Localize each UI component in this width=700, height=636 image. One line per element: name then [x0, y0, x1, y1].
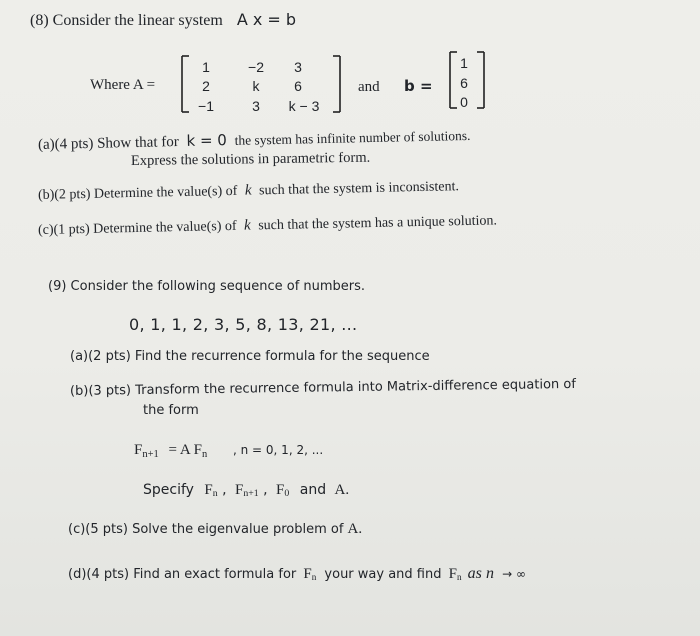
matrix-A-cell: 6	[294, 78, 302, 94]
q8-part-c-k: k	[243, 217, 251, 234]
q8-heading-line	[30, 12, 296, 29]
specify-f0: F	[276, 482, 285, 498]
q9-part-d-prefix: (d)(4 pts) Find an exact formula for	[68, 567, 297, 582]
matrix-A-cell: 2	[202, 78, 210, 94]
q8-part-a-line2: Express the solutions in parametric form.	[130, 149, 371, 169]
q9-part-c-prefix: (c)(5 pts) Solve the eigenvalue problem of	[68, 522, 344, 537]
q9-part-d-F-sub: n	[311, 572, 317, 583]
formula-eq: = A F	[168, 442, 202, 458]
q9-sequence: 0, 1, 1, 2, 3, 5, 8, 13, 21, ...	[129, 315, 358, 334]
q9-part-c-A: A.	[347, 521, 363, 537]
matrix-A-cell: −2	[248, 59, 264, 75]
specify-f0-sub: 0	[284, 488, 290, 500]
q8-part-b	[38, 179, 459, 203]
where-label: Where A =	[90, 77, 156, 93]
q9-part-d	[68, 566, 526, 582]
formula-eq-sub: n	[202, 448, 208, 460]
q8-heading: (8) Consider the linear system	[30, 12, 223, 29]
specify-label: Specify	[143, 482, 194, 498]
vector-b-cell: 6	[460, 75, 468, 91]
q8-equation: A x = b	[236, 10, 297, 29]
q9-part-d-mid: your way and find	[324, 567, 442, 582]
matrix-A-cell: 3	[252, 98, 260, 114]
q9-heading: (9) Consider the following sequence of numbers.	[48, 279, 366, 294]
q9-part-c	[68, 522, 362, 537]
matrix-A-cell: 3	[294, 59, 302, 75]
q8-part-a-prefix: (a)(4 pts) Show that for	[37, 134, 179, 153]
matrix-A-right-bracket	[330, 54, 344, 114]
matrix-A-cell: 1	[202, 59, 210, 75]
q9-part-b-line2: the form	[143, 403, 199, 418]
q8-part-c-prefix: (c)(1 pts) Determine the value(s) of	[37, 218, 237, 238]
vector-b-right-bracket	[474, 50, 488, 110]
specify-f1: F	[235, 482, 244, 498]
specify-and: and	[299, 482, 327, 498]
formula-range: , n = 0, 1, 2, ...	[233, 443, 324, 457]
q9-part-d-F2-sub: n	[456, 572, 462, 583]
specify-f: F	[204, 482, 213, 498]
vector-b-cell: 0	[460, 94, 468, 110]
q8-part-a	[38, 128, 471, 153]
q9-part-d-F2: F	[448, 566, 457, 582]
matrix-difference-formula	[134, 443, 323, 458]
and-label: and	[358, 79, 380, 95]
q8-part-b-k: k	[244, 182, 252, 199]
q8-part-c	[38, 213, 497, 238]
matrix-A-cell: k	[252, 78, 260, 94]
vector-b-cell: 1	[460, 55, 468, 71]
q9-part-a: (a)(2 pts) Find the recurrence formula for the sequence	[70, 349, 430, 364]
q9-part-d-F: F	[303, 566, 312, 582]
q8-part-a-math: k = 0	[186, 131, 228, 150]
specify-A: A.	[334, 482, 350, 498]
q9-part-b-line1: (b)(3 pts) Transform the recurrence formula into Matrix-difference equation of	[69, 376, 576, 399]
q8-part-b-prefix: (b)(2 pts) Determine the value(s) of	[37, 183, 238, 203]
specify-f1-sub: n+1	[243, 488, 259, 500]
matrix-A-cell: k − 3	[288, 98, 320, 114]
b-label: b =	[404, 77, 433, 95]
q9-part-d-n: n	[486, 565, 495, 582]
q8-part-c-suffix: such that the system has a unique solution.	[258, 213, 498, 234]
q8-part-b-suffix: such that the system is inconsistent.	[258, 179, 460, 199]
formula-lhs: F	[134, 442, 143, 458]
specify-line: Specify Fn , Fn+1 , F0 and A.	[143, 482, 350, 500]
specify-f-sub: n	[212, 488, 218, 500]
q9-part-d-arrow: → ∞	[502, 567, 527, 581]
formula-lhs-sub: n+1	[142, 448, 159, 460]
matrix-A-cell: −1	[198, 98, 214, 114]
q9-part-d-as: as	[467, 565, 482, 582]
q8-part-a-suffix: the system has infinite number of solutions.	[234, 127, 471, 148]
